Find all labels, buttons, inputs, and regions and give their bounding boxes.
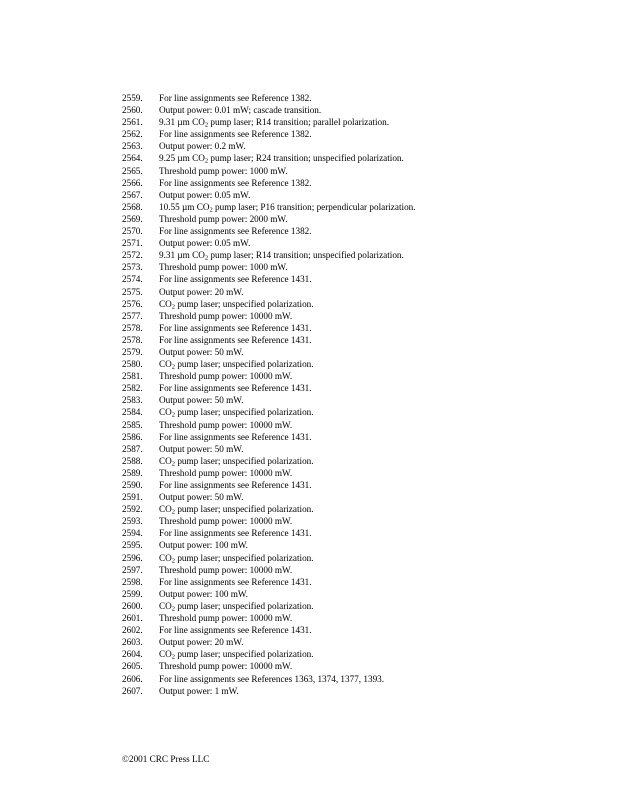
note-number: 2583. <box>122 395 143 406</box>
note-line <box>0 479 617 491</box>
note-text: Threshold pump power: 10000 mW. <box>159 371 293 382</box>
note-number: 2559. <box>122 93 143 103</box>
note-number: 2561. <box>122 117 143 128</box>
note-number: 2569. <box>122 213 143 224</box>
note-text: 9.31 µm $CO_2$ pump laser; R14 transition; parallel polarization. <box>159 117 390 129</box>
note-line <box>0 177 617 189</box>
note-number: 2570. <box>122 226 143 237</box>
note-number: 2565. <box>122 165 143 176</box>
note-number: 2596. <box>122 552 143 563</box>
note-line <box>0 322 617 334</box>
note-number: 2580. <box>122 359 143 370</box>
note-line <box>0 261 617 273</box>
note-line <box>0 92 617 104</box>
note-line <box>0 394 617 406</box>
note-number: 2594. <box>122 528 143 539</box>
note-line <box>0 165 617 177</box>
note-text: Threshold pump power: 10000 mW. <box>159 419 293 430</box>
note-text: Output power: 0.05 mW. <box>159 189 251 200</box>
note-text: Threshold pump power: 10000 mW. <box>159 564 293 575</box>
note-line <box>0 564 617 576</box>
note-number: 2576. <box>122 298 143 309</box>
note-number: 2581. <box>122 371 143 382</box>
note-line <box>0 527 617 539</box>
note-number: 2591. <box>122 492 143 503</box>
note-line <box>0 406 617 418</box>
note-number: 2568. <box>122 201 143 212</box>
note-text: $CO_2$ pump laser; unspecified polarization. <box>159 600 314 613</box>
note-number: 2582. <box>122 383 143 394</box>
note-text: Threshold pump power: 10000 mW. <box>159 613 293 624</box>
note-line <box>0 576 617 588</box>
note-number: 2560. <box>122 105 143 116</box>
note-text: Output power: 1 mW. <box>159 685 239 696</box>
note-line <box>0 685 617 697</box>
note-text: Output power: 20 mW. <box>159 286 244 297</box>
note-number: 2574. <box>122 274 143 285</box>
note-number: 2571. <box>122 238 143 249</box>
note-number: 2602. <box>122 625 143 636</box>
note-text: For line assignments see References 1363, 1374, 1377, 1393. <box>159 673 385 684</box>
notes-list <box>0 92 617 697</box>
note-text: 9.31 µm $CO_2$ pump laser; R14 transition; unspecified polarization. <box>159 250 404 262</box>
note-number: 2578. <box>122 322 143 333</box>
note-text: For line assignments see Reference 1382. <box>159 177 312 188</box>
note-line <box>0 237 617 249</box>
note-text: For line assignments see Reference 1382. <box>159 226 312 237</box>
note-text: For line assignments see Reference 1382. <box>159 93 312 103</box>
note-number: 2579. <box>122 346 143 357</box>
note-text: Threshold pump power: 10000 mW. <box>159 467 293 478</box>
note-text: Output power: 50 mW. <box>159 395 244 406</box>
note-text: Output power: 50 mW. <box>159 346 244 357</box>
note-number: 2563. <box>122 141 143 152</box>
note-text: Output power: 20 mW. <box>159 637 244 648</box>
note-line <box>0 612 617 624</box>
note-number: 2603. <box>122 637 143 648</box>
note-text: $CO_2$ pump laser; unspecified polarization. <box>159 407 314 419</box>
note-text: $CO_2$ pump laser; unspecified polarization. <box>159 298 314 311</box>
note-line <box>0 552 617 564</box>
note-line <box>0 358 617 370</box>
note-number: 2562. <box>122 129 143 140</box>
note-line <box>0 648 617 660</box>
note-number: 2606. <box>122 673 143 684</box>
note-text: Threshold pump power: 1000 mW. <box>159 165 288 176</box>
note-number: 2604. <box>122 649 143 660</box>
note-number: 2588. <box>122 455 143 466</box>
note-line <box>0 298 617 310</box>
note-number: 2599. <box>122 588 143 599</box>
copyright-footer: ©2001 CRC Press LLC <box>122 754 210 764</box>
note-line <box>0 491 617 503</box>
note-line <box>0 346 617 358</box>
note-number: 2567. <box>122 189 143 200</box>
note-number: 2587. <box>122 443 143 454</box>
note-number: 2592. <box>122 504 143 515</box>
note-text: For line assignments see Reference 1382. <box>159 129 312 140</box>
note-text: Output power: 50 mW. <box>159 443 244 454</box>
note-line <box>0 128 617 140</box>
note-line <box>0 310 617 322</box>
note-text: 10.55 µm $CO_2$ pump laser; P16 transition; perpendicular polarization. <box>159 201 416 214</box>
note-text: For line assignments see Reference 1431. <box>159 383 312 394</box>
note-number: 2590. <box>122 480 143 490</box>
note-number: 2564. <box>122 153 143 164</box>
note-text: For line assignments see Reference 1431. <box>159 480 312 490</box>
note-line <box>0 152 617 164</box>
note-text: For line assignments see Reference 1431. <box>159 431 312 442</box>
note-line <box>0 455 617 467</box>
note-text: Output power: 0.2 mW. <box>159 141 246 152</box>
note-line <box>0 431 617 443</box>
note-number: 2607. <box>122 685 143 696</box>
note-text: For line assignments see Reference 1431. <box>159 625 312 636</box>
note-number: 2573. <box>122 262 143 273</box>
note-text: $CO_2$ pump laser; unspecified polarization. <box>159 455 314 468</box>
note-number: 2600. <box>122 600 143 611</box>
note-number: 2585. <box>122 419 143 430</box>
note-line <box>0 503 617 515</box>
note-number: 2578. <box>122 334 143 345</box>
note-number: 2577. <box>122 310 143 321</box>
note-line <box>0 624 617 636</box>
note-text: For line assignments see Reference 1431. <box>159 274 312 285</box>
note-number: 2597. <box>122 564 143 575</box>
note-text: Output power: 100 mW. <box>159 540 248 551</box>
note-line <box>0 189 617 201</box>
note-line <box>0 588 617 600</box>
note-line <box>0 140 617 152</box>
note-text: For line assignments see Reference 1431. <box>159 322 312 333</box>
note-text: For line assignments see Reference 1431. <box>159 576 312 587</box>
note-line <box>0 286 617 298</box>
note-text: Output power: 100 mW. <box>159 588 248 599</box>
note-line <box>0 249 617 261</box>
note-line <box>0 515 617 527</box>
note-text: For line assignments see Reference 1431. <box>159 334 312 345</box>
note-text: For line assignments see Reference 1431. <box>159 528 312 539</box>
note-text: $CO_2$ pump laser; unspecified polarization. <box>159 504 314 516</box>
note-number: 2572. <box>122 250 143 261</box>
note-line <box>0 443 617 455</box>
note-line <box>0 116 617 128</box>
note-line <box>0 636 617 648</box>
note-line <box>0 419 617 431</box>
note-line <box>0 273 617 285</box>
note-text: Threshold pump power: 10000 mW. <box>159 310 293 321</box>
note-number: 2566. <box>122 177 143 188</box>
note-text: $CO_2$ pump laser; unspecified polarization. <box>159 649 314 661</box>
note-number: 2593. <box>122 516 143 527</box>
note-line <box>0 334 617 346</box>
note-number: 2598. <box>122 576 143 587</box>
note-line <box>0 382 617 394</box>
note-number: 2575. <box>122 286 143 297</box>
note-line <box>0 201 617 213</box>
note-text: Output power: 0.05 mW. <box>159 238 251 249</box>
note-line <box>0 539 617 551</box>
note-line <box>0 673 617 685</box>
note-number: 2601. <box>122 613 143 624</box>
note-text: Threshold pump power: 1000 mW. <box>159 262 288 273</box>
note-line <box>0 467 617 479</box>
note-line <box>0 600 617 612</box>
note-number: 2584. <box>122 407 143 418</box>
note-text: Threshold pump power: 2000 mW. <box>159 213 288 224</box>
note-text: Threshold pump power: 10000 mW. <box>159 516 293 527</box>
note-line <box>0 660 617 672</box>
note-number: 2586. <box>122 431 143 442</box>
note-number: 2605. <box>122 661 143 672</box>
note-text: Threshold pump power: 10000 mW. <box>159 661 293 672</box>
note-line <box>0 370 617 382</box>
note-text: $CO_2$ pump laser; unspecified polarization. <box>159 552 314 565</box>
note-text: Output power: 50 mW. <box>159 492 244 503</box>
note-line <box>0 104 617 116</box>
note-text: $CO_2$ pump laser; unspecified polarization. <box>159 359 314 371</box>
note-text: 9.25 µm $CO_2$ pump laser; R24 transition; unspecified polarization. <box>159 153 404 165</box>
note-line <box>0 225 617 237</box>
note-number: 2595. <box>122 540 143 551</box>
note-line <box>0 213 617 225</box>
note-number: 2589. <box>122 467 143 478</box>
note-text: Output power: 0.01 mW; cascade transition. <box>159 105 322 116</box>
